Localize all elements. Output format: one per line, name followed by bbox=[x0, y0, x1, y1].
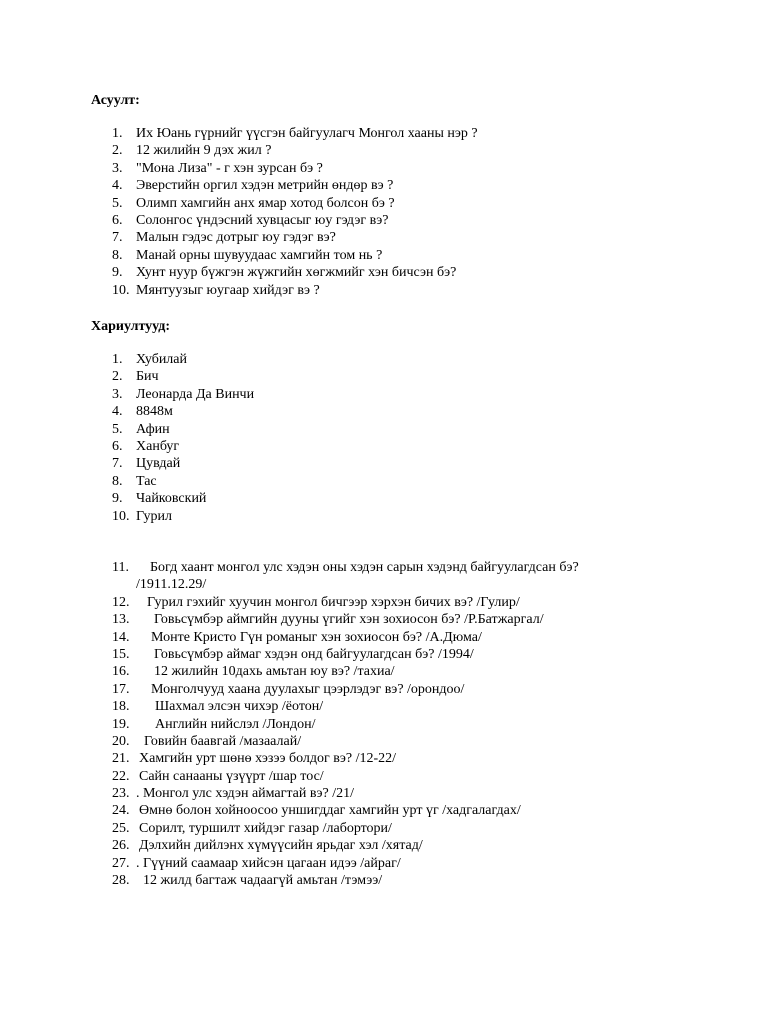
qa-text: Сорилт, туршилт хийдэг газар /лабортори/ bbox=[139, 820, 392, 836]
qa-text: Говьсүмбэр аймаг хэдэн онд байгуулагдсан бэ? /1994/ bbox=[154, 646, 474, 662]
qa-text: 12 жилд багтаж чадаагүй амьтан /тэмээ/ bbox=[143, 873, 383, 889]
item-number: 11. bbox=[112, 560, 129, 575]
question-text: 12 жилийн 9 дэх жил ? bbox=[136, 143, 272, 159]
item-number: 9. bbox=[112, 491, 123, 507]
item-number: 19. bbox=[112, 716, 130, 732]
item-number: 10. bbox=[112, 282, 130, 298]
item-number: 8. bbox=[112, 247, 123, 263]
item-number: 20. bbox=[112, 733, 130, 749]
item-number: 6. bbox=[112, 212, 123, 228]
answer-text: Афин bbox=[136, 421, 170, 437]
qa-text: Английн нийслэл /Лондон/ bbox=[155, 716, 316, 732]
qa-answer-continuation: /1911.12.29/ bbox=[136, 577, 207, 593]
item-number: 25. bbox=[112, 820, 130, 836]
question-text: Хунт нуур бүжгэн жүжгийн хөгжмийг хэн бичсэн бэ? bbox=[136, 265, 457, 281]
question-text: Олимп хамгийн анх ямар хотод болсон бэ ? bbox=[136, 195, 395, 211]
answer-text: Ханбуг bbox=[136, 438, 180, 454]
item-number: 13. bbox=[112, 612, 130, 628]
qa-text: Говийн баавгай /мазаалай/ bbox=[144, 733, 302, 749]
item-number: 23. bbox=[112, 786, 130, 802]
answer-text: Гурил bbox=[136, 508, 173, 524]
question-text: Манай орны шувуудаас хамгийн том нь ? bbox=[136, 247, 383, 263]
item-number: 2. bbox=[112, 143, 123, 159]
item-number: 21. bbox=[112, 751, 130, 767]
answer-text: Цувдай bbox=[136, 456, 181, 472]
answer-text: Леонарда Да Винчи bbox=[136, 386, 255, 402]
qa-text: Сайн санааны үзүүрт /шар тос/ bbox=[139, 768, 324, 784]
qa-text: Богд хаант монгол улс хэдэн оны хэдэн сарын хэдэнд байгуулагдсан бэ? bbox=[150, 560, 579, 575]
item-number: 22. bbox=[112, 768, 130, 784]
qa-text: Гурил гэхийг хуучин монгол бичгээр хэрхэн бичих вэ? /Гулир/ bbox=[147, 594, 520, 610]
item-number: 8. bbox=[112, 473, 123, 489]
item-number: 16. bbox=[112, 664, 130, 680]
item-number: 24. bbox=[112, 803, 130, 819]
item-number: 1. bbox=[112, 126, 123, 141]
qa-text: Дэлхийн дийлэнх хүмүүсийн ярьдаг хэл /хятад/ bbox=[139, 838, 423, 854]
item-number: 1. bbox=[112, 352, 123, 367]
answers-heading: Хариултууд: bbox=[91, 319, 171, 334]
qa-text: . Гүүний саамаар хийсэн цагаан идээ /айраг/ bbox=[136, 855, 401, 871]
qa-text: Монте Кристо Гүн романыг хэн зохиосон бэ? /А.Дюма/ bbox=[151, 629, 482, 645]
item-number: 2. bbox=[112, 369, 123, 385]
item-number: 7. bbox=[112, 230, 123, 246]
question-text: Солонгос үндэсний хувцасыг юу гэдэг вэ? bbox=[136, 212, 389, 228]
item-number: 6. bbox=[112, 438, 123, 454]
question-text: "Мона Лиза" - г хэн зурсан бэ ? bbox=[136, 160, 323, 176]
qa-text: 12 жилийн 10дахь амьтан юу вэ? /тахиа/ bbox=[154, 664, 395, 680]
item-number: 15. bbox=[112, 646, 130, 662]
item-number: 14. bbox=[112, 629, 130, 645]
question-text: Мянтуузыг юугаар хийдэг вэ ? bbox=[136, 282, 320, 298]
answer-text: Тас bbox=[136, 473, 157, 489]
item-number: 3. bbox=[112, 386, 123, 402]
item-number: 5. bbox=[112, 421, 123, 437]
item-number: 12. bbox=[112, 594, 130, 610]
item-number: 18. bbox=[112, 699, 130, 715]
qa-text: Өмнө болон хойноосоо уншигддаг хамгийн урт үг /хадгалагдах/ bbox=[139, 803, 521, 819]
item-number: 28. bbox=[112, 873, 130, 889]
qa-text: Монголчууд хаана дуулахыг цээрлэдэг вэ? /орондоо/ bbox=[151, 681, 465, 697]
item-number: 5. bbox=[112, 195, 123, 211]
questions-heading: Асуулт: bbox=[91, 93, 140, 108]
answer-text: Хубилай bbox=[136, 352, 188, 367]
answer-text: 8848м bbox=[136, 404, 173, 420]
item-number: 7. bbox=[112, 456, 123, 472]
question-text: Эверстийн оргил хэдэн метрийн өндөр вэ ? bbox=[136, 178, 394, 194]
qa-text: Говьсүмбэр аймгийн дууны үгийг хэн зохиосон бэ? /Р.Батжаргал/ bbox=[154, 612, 544, 628]
qa-text: . Монгол улс хэдэн аймагтай вэ? /21/ bbox=[136, 786, 354, 802]
item-number: 26. bbox=[112, 838, 130, 854]
item-number: 3. bbox=[112, 160, 123, 176]
item-number: 17. bbox=[112, 681, 130, 697]
item-number: 9. bbox=[112, 265, 123, 281]
item-number: 4. bbox=[112, 178, 123, 194]
question-text: Малын гэдэс дотрыг юу гэдэг вэ? bbox=[136, 230, 336, 246]
qa-text: Шахмал элсэн чихэр /ёотон/ bbox=[155, 699, 324, 715]
answer-text: Бич bbox=[136, 369, 159, 385]
item-number: 4. bbox=[112, 404, 123, 420]
question-text: Их Юань гүрнийг үүсгэн байгуулагч Монгол хааны нэр ? bbox=[136, 126, 478, 141]
answer-text: Чайковский bbox=[136, 491, 207, 507]
item-number: 10. bbox=[112, 508, 130, 524]
qa-text: Хамгийн урт шөнө хэзээ болдог вэ? /12-22/ bbox=[139, 751, 397, 767]
item-number: 27. bbox=[112, 855, 130, 871]
